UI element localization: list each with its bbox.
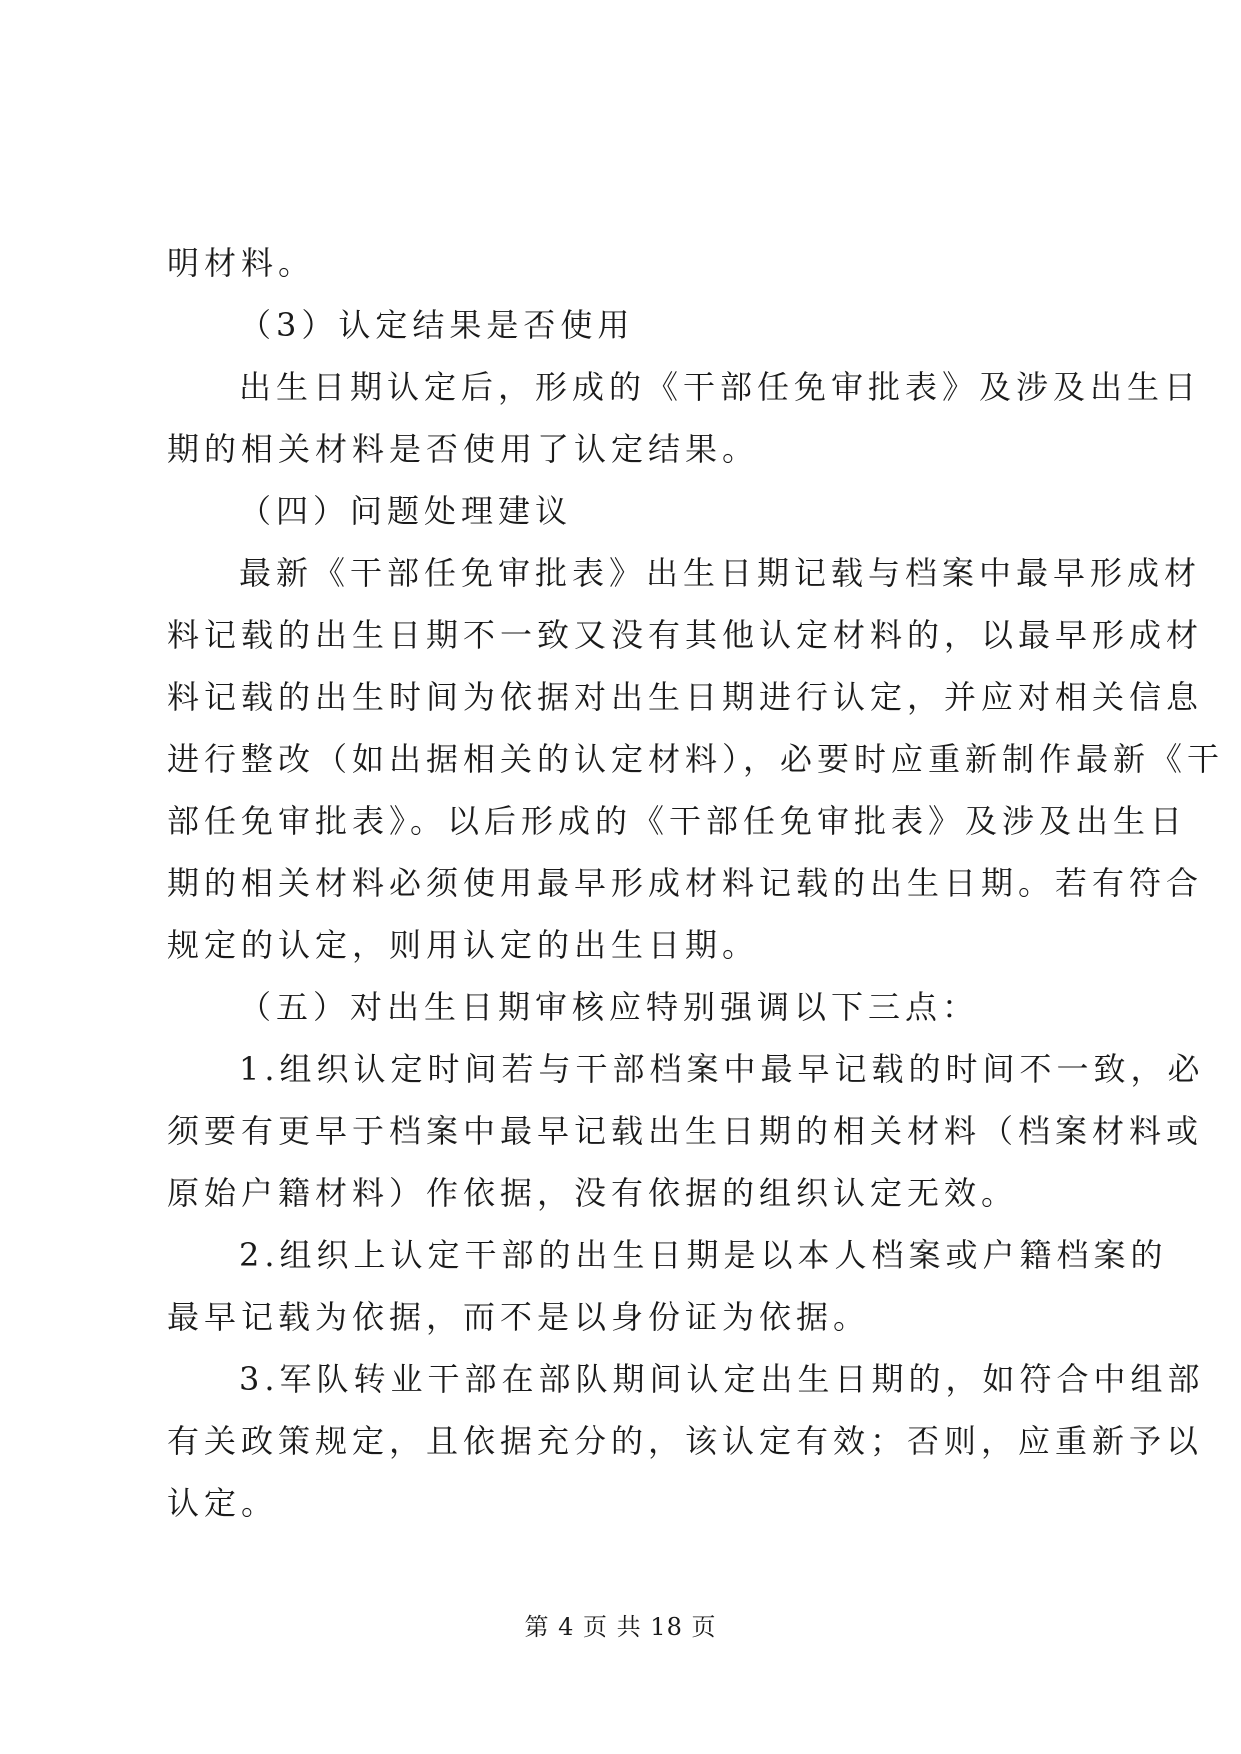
page-footer: 第 4 页 共 18 页 [524, 1613, 717, 1641]
text-line: 最新《干部任免审批表》出生日期记载与档案中最早形成材 [239, 554, 1202, 592]
text-line: 3.军队转业干部在部队期间认定出生日期的，如符合中组部 [239, 1360, 1205, 1398]
text-line: 部任免审批表》。以后形成的《干部任免审批表》及涉及出生日 [167, 802, 1188, 840]
text-line: 期的相关材料必须使用最早形成材料记载的出生日期。若有符合 [167, 864, 1204, 902]
body-text [167, 232, 1225, 1534]
text-line: 须要有更早于档案中最早记载出生日期的相关材料（档案材料或 [167, 1112, 1204, 1150]
text-line: 最早记载为依据，而不是以身份证为依据。 [167, 1298, 871, 1336]
text-line: 2.组织上认定干部的出生日期是以本人档案或户籍档案的 [239, 1236, 1168, 1274]
text-line: 1.组织认定时间若与干部档案中最早记载的时间不一致，必 [239, 1050, 1205, 1088]
text-line: 规定的认定，则用认定的出生日期。 [167, 926, 760, 964]
text-line: 料记载的出生日期不一致又没有其他认定材料的，以最早形成材 [167, 616, 1204, 654]
text-line: 明材料。 [167, 244, 316, 282]
section-heading: （五）对出生日期审核应特别强调以下三点： [239, 988, 980, 1026]
text-line: 料记载的出生时间为依据对出生日期进行认定，并应对相关信息 [167, 678, 1204, 716]
subheading-line: （3）认定结果是否使用 [239, 306, 635, 344]
text-line: 原始户籍材料）作依据，没有依据的组织认定无效。 [167, 1174, 1019, 1212]
text-line: 期的相关材料是否使用了认定结果。 [167, 430, 760, 468]
text-line: 有关政策规定，且依据充分的，该认定有效；否则，应重新予以 [167, 1422, 1204, 1460]
text-line: 出生日期认定后，形成的《干部任免审批表》及涉及出生日 [239, 368, 1202, 406]
text-line: 认定。 [167, 1484, 279, 1522]
section-heading: （四）问题处理建议 [239, 492, 573, 530]
text-line: 进行整改（如出据相关的认定材料），必要时应重新制作最新《干 [167, 740, 1225, 778]
